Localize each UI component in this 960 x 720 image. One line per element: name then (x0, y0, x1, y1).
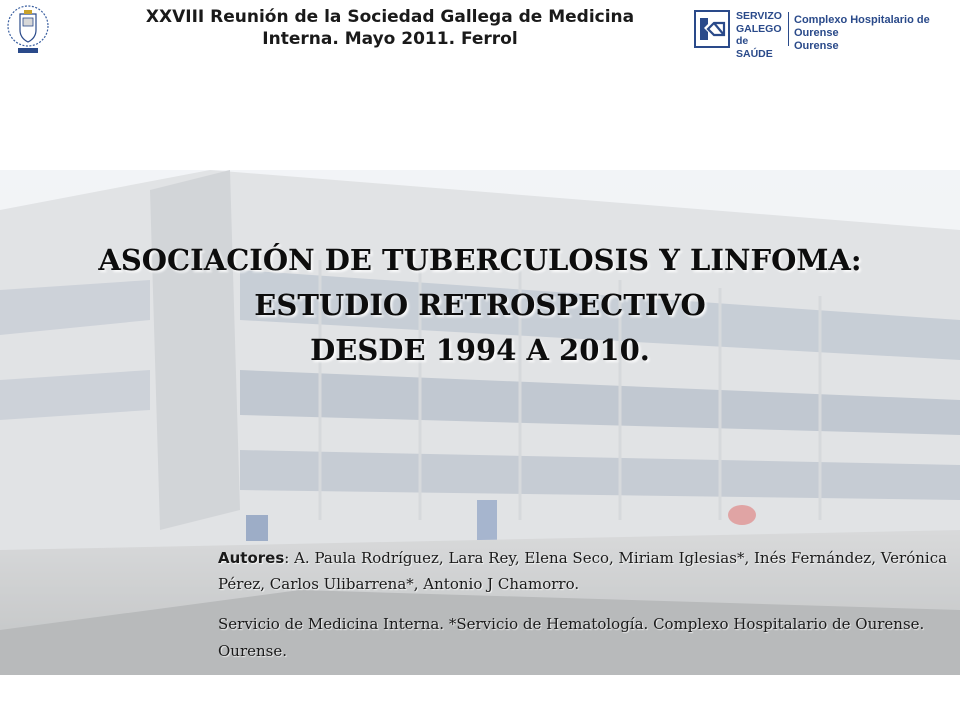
poster-title-line1: ASOCIACIÓN DE TUBERCULOSIS Y LINFOMA: (98, 243, 862, 277)
conference-title-line1: XXVIII Reunión de la Sociedad Gallega de Medicina (145, 7, 635, 27)
sergas-cross-icon (694, 10, 730, 48)
hospital-name (794, 14, 960, 53)
conference-title-line2: Interna. Mayo 2011. Ferrol (262, 29, 518, 49)
authors-label: Autores (218, 549, 285, 567)
poster-title-line3: DESDE 1994 A 2010. (310, 333, 650, 367)
logo-divider (788, 12, 789, 46)
sergas-line1: SERVIZO (736, 10, 782, 22)
hospital-name-line1: Complexo Hospitalario de Ourense (794, 14, 930, 39)
poster-title-line2: ESTUDIO RETROSPECTIVO (254, 288, 706, 322)
conference-title (70, 6, 710, 50)
authors-block (218, 545, 948, 597)
hospital-name-line2: Ourense (794, 40, 839, 52)
authors-names: : A. Paula Rodríguez, Lara Rey, Elena Seco, Miriam Iglesias*, Inés Fernández, Verónica Pérez, Carlos Ulibarrena*, Antonio J Chamorro. (218, 549, 948, 593)
sergas-logo (694, 10, 954, 60)
poster-title (20, 238, 940, 373)
sergas-wordmark (736, 10, 784, 60)
sergas-line3: de SAÚDE (736, 35, 773, 60)
society-crest-icon (6, 4, 50, 56)
sergas-line2: GALEGO (736, 22, 782, 35)
affiliation: Servicio de Medicina Interna. *Servicio de Hematología. Complexo Hospitalario de Ourense. Ourense. (218, 615, 925, 660)
